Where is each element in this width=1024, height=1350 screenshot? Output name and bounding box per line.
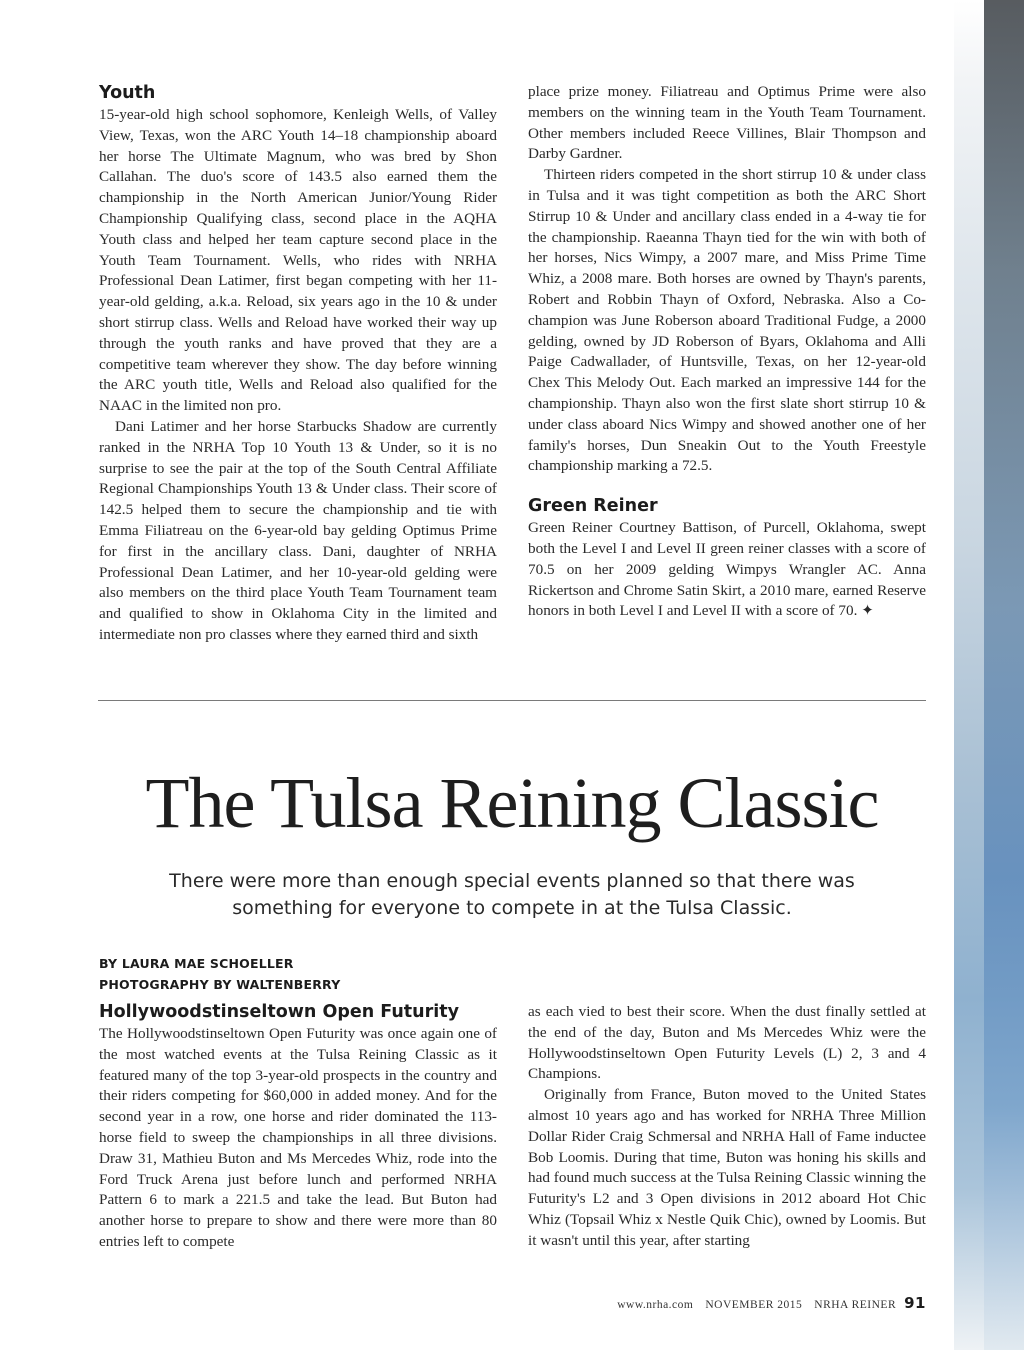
photo-edge-strip xyxy=(984,0,1024,1350)
section-heading-green-reiner: Green Reiner xyxy=(528,496,658,517)
paragraph xyxy=(528,518,926,622)
paragraph: place prize money. Filiatreau and Optimus Prime were also members on the winning team in the Youth Team Tournament. Other members included Reece Villines, Blair Thompson and Darby Gardner. xyxy=(528,83,926,163)
futurity-section xyxy=(99,1001,497,1253)
youth-section-continued xyxy=(528,82,926,622)
end-mark-icon: ✦ xyxy=(861,602,874,620)
paragraph: as each vied to best their score. When the dust finally settled at the end of the day, Buton and Ms Mercedes Whiz were the Hollywoodstinseltown Open Futurity Levels (L) 2, 3 and 4 Champions. xyxy=(528,1003,926,1083)
footer-magazine: NRHA REINER xyxy=(814,1299,897,1311)
article-deck: There were more than enough special events planned so that there was something for everyone to compete in at the Tulsa Classic. xyxy=(169,870,855,919)
photo-credit: PHOTOGRAPHY BY WALTENBERRY xyxy=(99,977,341,992)
paragraph: The Hollywoodstinseltown Open Futurity was once again one of the most watched events at the Tulsa Reining Classic as it featured many of the top 3-year-old prospects in the country and their riders competing for $60,000 in added money. And for the second year in a row, one horse and rider dominated the 113-horse field to sweep the championships in all three divisions. Draw 31, Mathieu Buton and Ms Mercedes Whiz, rode into the Ford Truck Arena just before lunch and performed NRHA Pattern 6 to mark a 221.5 and take the lead. But Buton had another horse to prepare to show and there were more than 80 entries left to compete xyxy=(99,1025,497,1250)
section-heading-futurity: Hollywoodstinseltown Open Futurity xyxy=(99,1002,460,1022)
page-footer xyxy=(617,1294,926,1312)
futurity-section-continued xyxy=(528,1002,926,1252)
page-number: 91 xyxy=(904,1294,926,1312)
youth-section xyxy=(99,82,497,646)
article-title: The Tulsa Reining Classic xyxy=(145,763,879,843)
byline-author: BY LAURA MAE SCHOELLER xyxy=(99,956,294,971)
footer-url: www.nrha.com xyxy=(617,1299,694,1311)
paragraph-text: Green Reiner Courtney Battison, of Purcell, Oklahoma, swept both the Level I and Level II green reiner classes with a score of 70.5 on her 2009 gelding Wimpys Wrangler AC. Anna Rickertson and Chrome Satin Skirt, a 2010 mare, earned Reserve honors in both Level I and Level II with a score of 70. xyxy=(528,519,926,620)
decorative-photo-edge xyxy=(954,0,1024,1350)
byline-block xyxy=(99,953,340,995)
paragraph: Originally from France, Buton moved to the United States almost 10 years ago and has worked for NRHA Three Million Dollar Rider Craig Schmersal and NRHA Hall of Fame inductee Bob Loomis. During that time, Buton was honing his skills and had found much success at the Tulsa Reining Classic winning the Futurity's L2 and 3 Open divisions in 2012 aboard Hot Chic Whiz (Topsail Whiz x Nestle Quik Chic), owned by Loomis. But it wasn't until this year, after starting xyxy=(528,1086,926,1249)
paragraph: Thirteen riders competed in the short stirrup 10 & under class in Tulsa and it was tight competition as both the ARC Short Stirrup 10 & Under and ancillary class ended in a 4-way tie for the championship. Raeanna Thayn tied for the win with both of her horses, Nics Wimpy, a 2007 mare, and Miss Prime Time Whiz, a 2008 mare. Both horses are owned by Thayn's parents, Robert and Robbin Thayn of Oxford, Nebraska. Also a Co-champion was June Roberson aboard Traditional Fudge, a 2000 gelding, owned by JD Roberson of Byars, Oklahoma and Alli Paige Cadwallader, of Huntsville, Texas, on her 12-year-old Chex This Melody Out. Each marked an impressive 144 for the championship. Thayn also won the first slate short stirrup 10 & under class aboard Nics Wimpy and showed another one of her family's horses, Dun Sneakin Out to the Youth Freestyle championship marking a 72.5. xyxy=(528,166,926,475)
section-divider xyxy=(98,700,926,701)
footer-issue: NOVEMBER 2015 xyxy=(705,1299,803,1311)
section-heading-youth: Youth xyxy=(99,83,156,103)
paragraph: 15-year-old high school sophomore, Kenleigh Wells, of Valley View, Texas, won the ARC Youth 14–18 championship aboard her horse The Ultimate Magnum, who was bred by Shon Callahan. The duo's score of 143.5 also earned them the championship in the North American Junior/Young Rider Championship Qualifying class, second place in the AQHA Youth class and helped her team capture second place in the Youth Team Tournament. Wells, who rides with NRHA Professional Dean Latimer, first began competing with her 11-year-old gelding, a.k.a. Reload, six years ago in the 10 & under short stirrup class. Wells and Reload have worked their way up through the youth ranks and have proved that they are a competitive team wherever they show. The day before winning the ARC youth title, Wells and Reload also qualified for the NAAC in the limited non pro. xyxy=(99,106,497,415)
paragraph: Dani Latimer and her horse Starbucks Shadow are currently ranked in the NRHA Top 10 Youth 13 & Under, so it is no surprise to see the pair at the top of the South Central Affiliate Regional Championships Youth 13 & Under class. Their score of 142.5 helped them to secure the championship and tie with Emma Filiatreau on the 6-year-old bay gelding Optimus Prime for first in the ancillary class. Dani, daughter of NRHA Professional Dean Latimer, and her 10-year-old gelding were also members on the third place Youth Team Tournament team and qualified to show in Oklahoma City in the limited and intermediate non pro classes where they earned third and sixth xyxy=(99,417,497,643)
